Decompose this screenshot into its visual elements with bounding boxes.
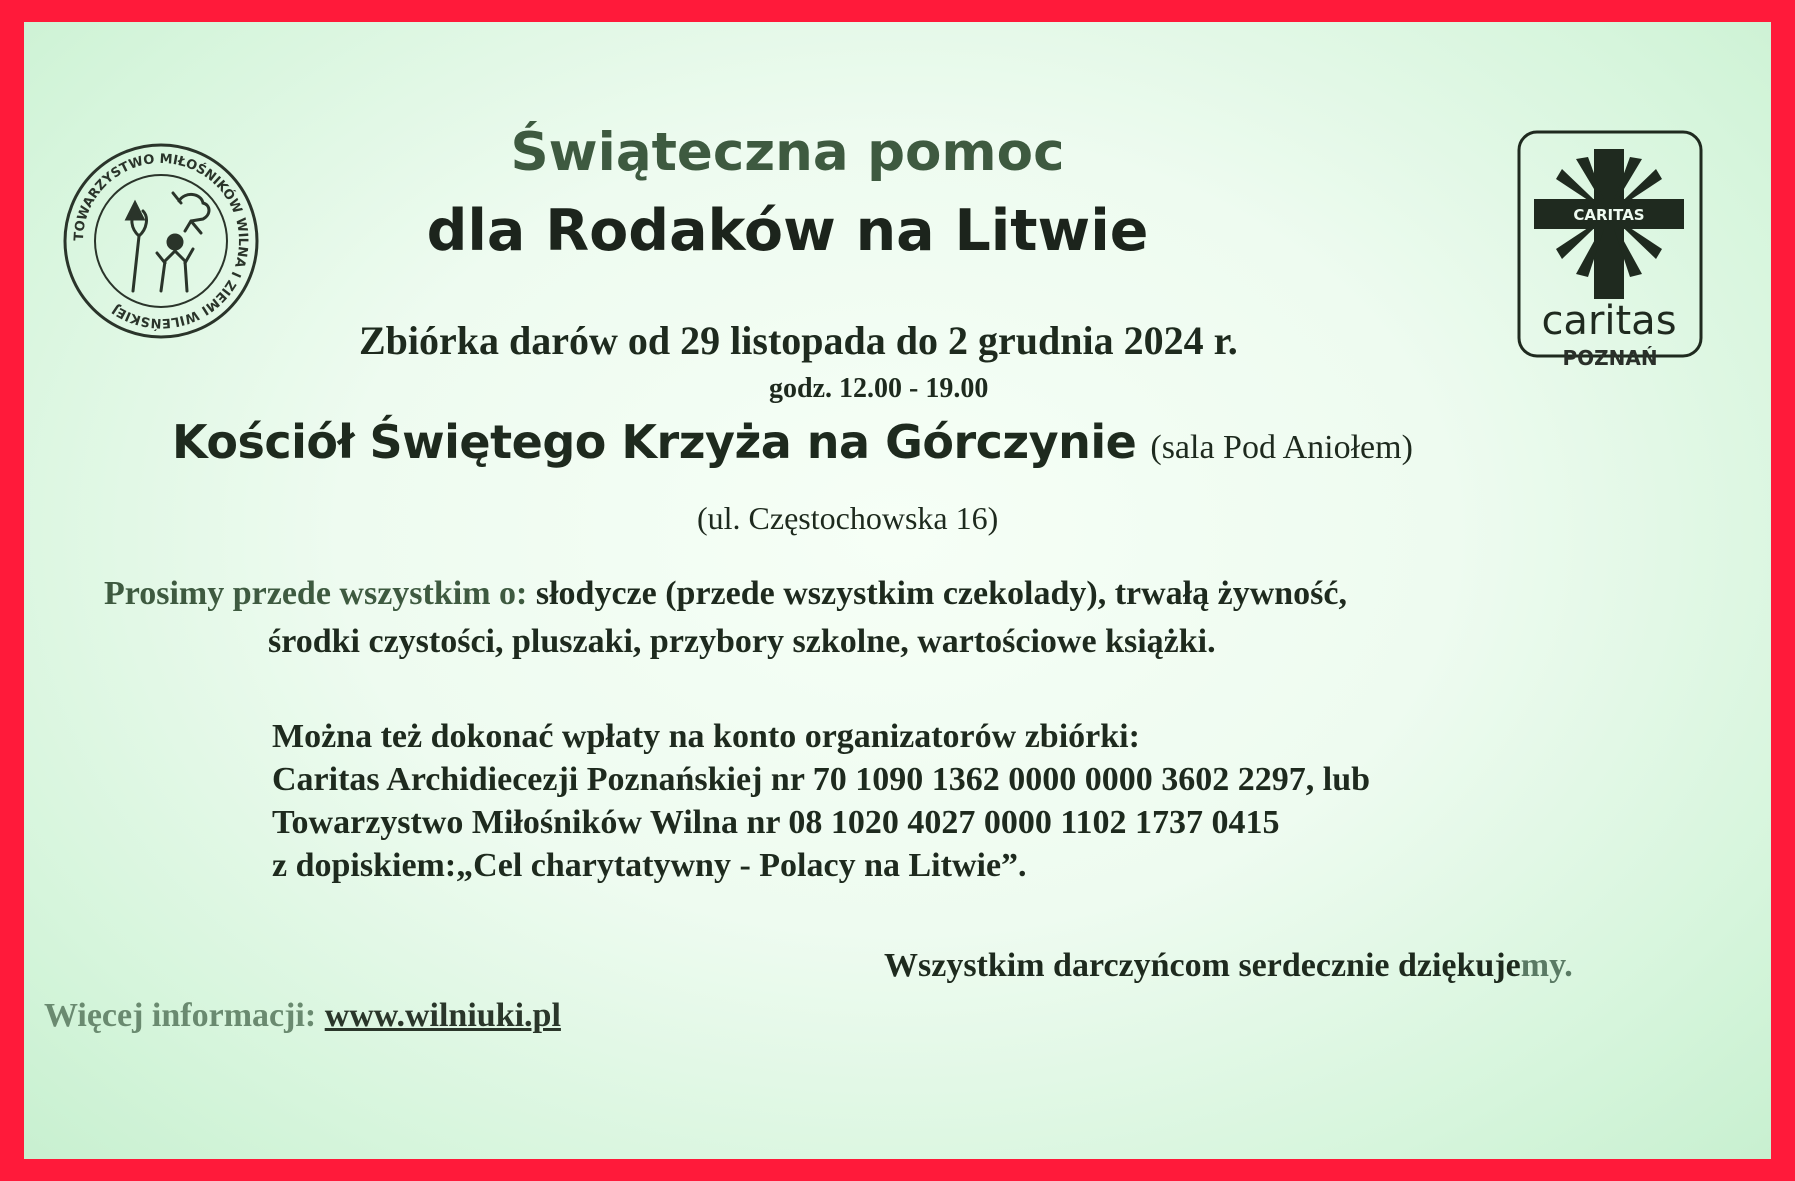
church-name: Kościół Świętego Krzyża na Górczynie <box>172 415 1137 469</box>
caritas-badge-text: CARITAS <box>1573 206 1645 224</box>
payment-note: z dopiskiem:„Cel charytatywny - Polacy na Litwie”. <box>272 847 1027 884</box>
collection-dates: Zbiórka darów od 29 listopada do 2 grudnia 2024 r. <box>359 318 1238 363</box>
thanks-tail: my. <box>1520 947 1573 984</box>
caritas-wordmark: caritas <box>1541 298 1677 344</box>
payment-intro: Można też dokonać wpłaty na konto organizatorów zbiórki: <box>272 718 1140 755</box>
payment-account-caritas: Caritas Archidiecezji Poznańskiej nr 70 1090 1362 0000 0000 3602 2297, lub <box>272 761 1371 798</box>
request-items-1: słodycze (przede wszystkim czekolady), trwałą żywność, <box>527 575 1347 612</box>
request-line2: środki czystości, pluszaki, przybory szkolne, wartościowe książki. <box>268 623 1216 660</box>
payment-account-society: Towarzystwo Miłośników Wilna nr 08 1020 4027 0000 1102 1737 0415 <box>272 804 1280 841</box>
collection-location <box>172 415 1413 469</box>
more-info-label: Więcej informacji: <box>44 997 325 1034</box>
request-line1 <box>104 575 1347 613</box>
church-address: (ul. Częstochowska 16) <box>697 500 999 536</box>
caritas-city: POZNAŃ <box>1562 346 1658 370</box>
seal-ring-text: TOWARZYSTWO MIŁOŚNIKÓW WILNA I ZIEMI WILEŃSKIEJ <box>71 151 251 331</box>
thanks-main: Wszystkim darczyńcom serdecznie dziękuje <box>884 947 1521 984</box>
page-title-line1: Świąteczna pomoc <box>510 122 1065 183</box>
page-title-line2: dla Rodaków na Litwie <box>426 198 1149 264</box>
thanks-message <box>884 947 1573 985</box>
collection-hours: godz. 12.00 - 19.00 <box>769 373 989 404</box>
poster <box>24 22 1771 1159</box>
room-name: (sala Pod Aniołem) <box>1150 429 1413 466</box>
more-info <box>44 997 561 1035</box>
website-link[interactable]: www.wilniuki.pl <box>324 997 561 1034</box>
request-lead: Prosimy przede wszystkim o: <box>104 575 528 612</box>
